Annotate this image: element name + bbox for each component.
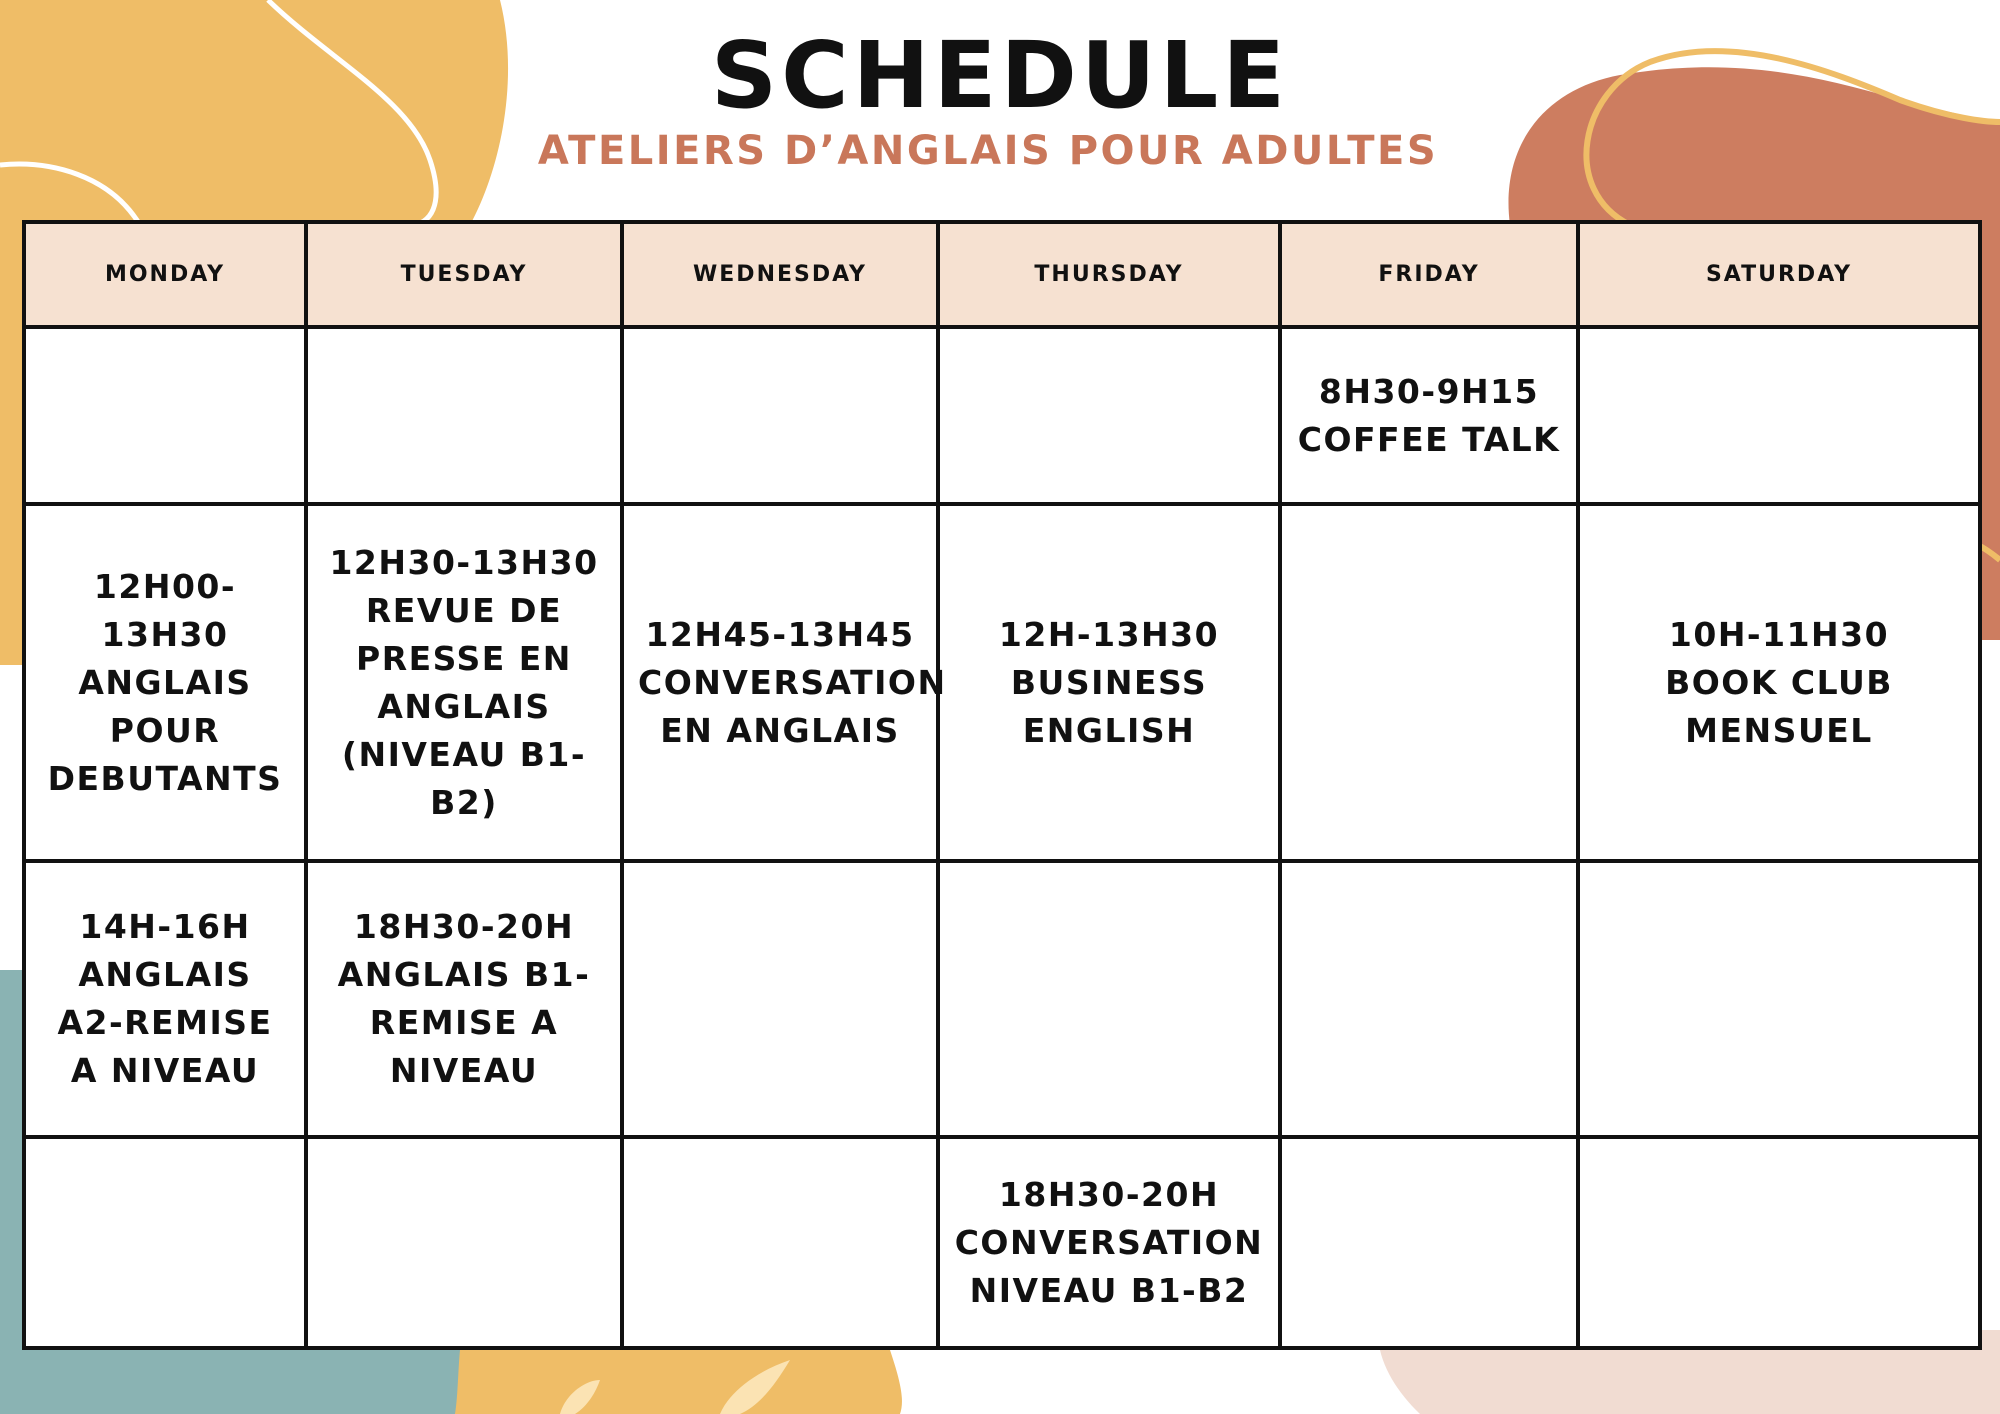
- page-subtitle: ATELIERS D’ANGLAIS POUR ADULTES: [537, 128, 1439, 174]
- schedule-cell: [938, 1137, 1280, 1348]
- schedule-cell: [622, 861, 938, 1137]
- event-title: ANGLAIS POUR DEBUTANTS: [47, 662, 283, 798]
- schedule-cell: [1578, 327, 1980, 504]
- schedule-cell: [622, 1137, 938, 1348]
- schedule-row: [24, 504, 1980, 861]
- event-time: 12H00-13H30: [93, 566, 237, 654]
- day-header-tuesday: TUESDAY: [306, 222, 622, 327]
- schedule-cell: [1280, 504, 1578, 861]
- event-title: ANGLAIS A2-REMISE A NIVEAU: [57, 955, 273, 1091]
- event-time: 12H45-13H45: [645, 614, 915, 654]
- event-title: COFFEE TALK: [1297, 419, 1561, 459]
- day-header-friday: FRIDAY: [1280, 222, 1578, 327]
- event-time: 10H-11H30: [1668, 614, 1890, 654]
- schedule-cell: [306, 504, 622, 861]
- day-header-monday: MONDAY: [24, 222, 306, 327]
- schedule-cell: [1280, 327, 1578, 504]
- header-row: [24, 222, 1980, 327]
- event-title: BOOK CLUB MENSUEL: [1665, 662, 1893, 750]
- day-header-saturday: SATURDAY: [1578, 222, 1980, 327]
- schedule-cell: [306, 1137, 622, 1348]
- schedule-cell: [24, 1137, 306, 1348]
- event-time: 12H-13H30: [998, 614, 1220, 654]
- schedule-cell: [1578, 861, 1980, 1137]
- schedule-row: [24, 327, 1980, 504]
- schedule-row: [24, 1137, 1980, 1348]
- schedule-cell: [306, 861, 622, 1137]
- schedule-cell: [938, 861, 1280, 1137]
- schedule-cell: [622, 327, 938, 504]
- event-title: CONVERSATION NIVEAU B1-B2: [954, 1222, 1264, 1310]
- schedule-cell: [1280, 1137, 1578, 1348]
- schedule-cell: [24, 327, 306, 504]
- event-title: CONVERSATION EN ANGLAIS: [638, 662, 947, 750]
- schedule-cell: [1280, 861, 1578, 1137]
- day-header-thursday: THURSDAY: [938, 222, 1280, 327]
- schedule-cell: [938, 327, 1280, 504]
- schedule-table: [22, 220, 1982, 1350]
- day-header-wednesday: WEDNESDAY: [622, 222, 938, 327]
- schedule-cell: [1578, 1137, 1980, 1348]
- event-title: REVUE DE PRESSE EN ANGLAIS (NIVEAU B1-B2): [341, 590, 587, 822]
- event-title: ANGLAIS B1-REMISE A NIVEAU: [337, 955, 591, 1091]
- mustard-blob-bottom: [455, 1350, 902, 1414]
- page-title: SCHEDULE: [710, 22, 1290, 129]
- event-time: 14H-16H: [79, 907, 251, 947]
- schedule-cell: [622, 504, 947, 861]
- event-time: 8H30-9H15: [1318, 371, 1540, 411]
- event-time: 18H30-20H: [998, 1174, 1220, 1214]
- schedule-cell: [306, 327, 622, 504]
- schedule-cell: [24, 861, 306, 1137]
- event-title: BUSINESS ENGLISH: [1010, 662, 1208, 750]
- schedule-row: [24, 861, 1980, 1137]
- schedule-cell: [24, 504, 306, 861]
- event-time: 12H30-13H30: [329, 542, 599, 582]
- event-time: 18H30-20H: [353, 907, 575, 947]
- schedule-cell: [1578, 504, 1980, 861]
- schedule-cell: [938, 504, 1280, 861]
